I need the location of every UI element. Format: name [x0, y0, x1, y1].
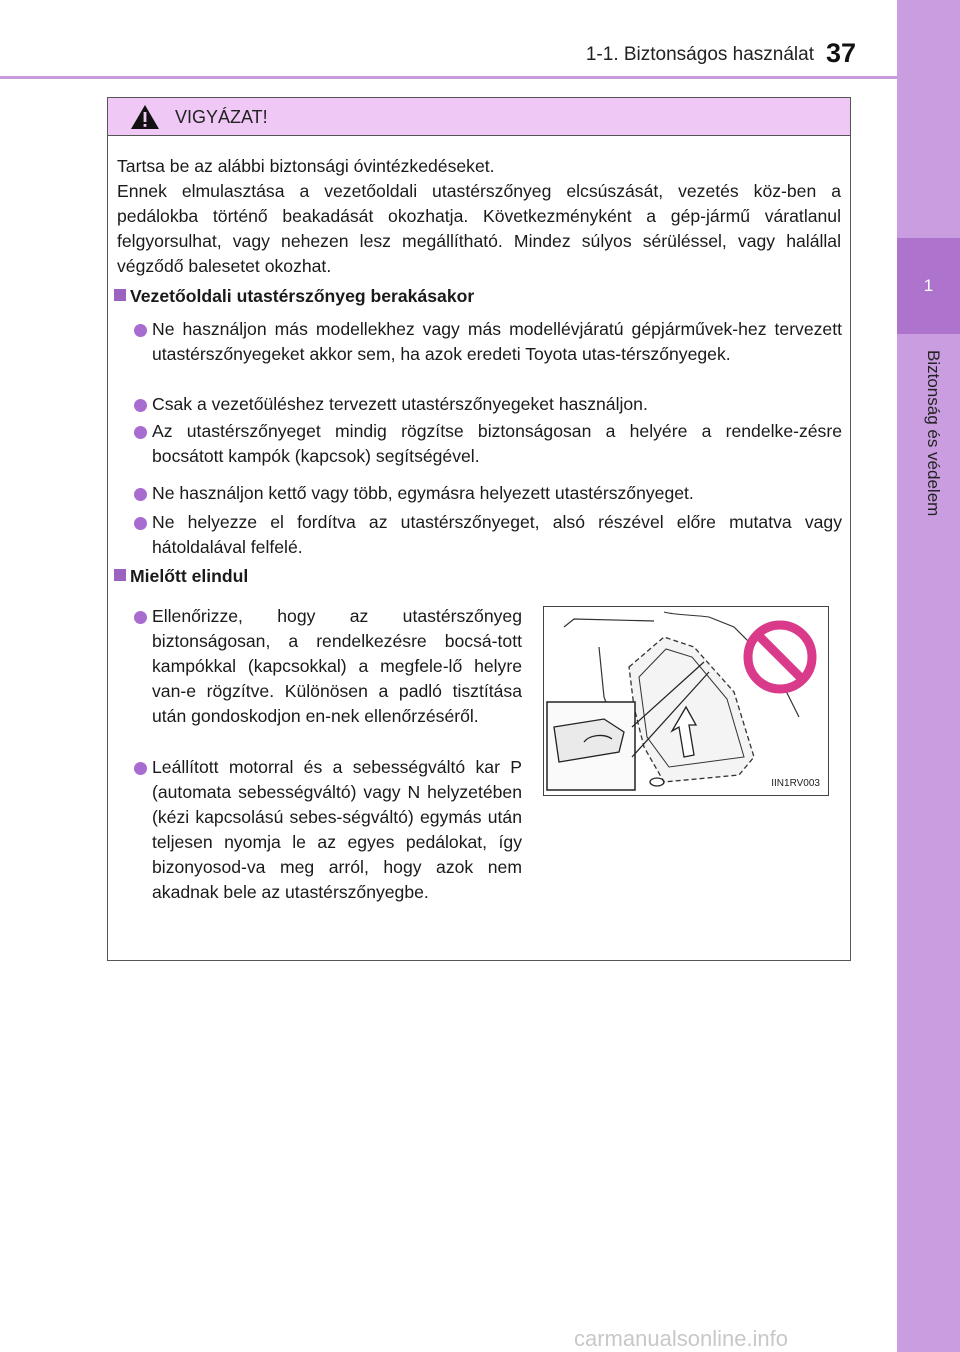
bullet-item: Csak a vezetőüléshez tervezett utastérszőnyegeket használjon. — [152, 394, 648, 414]
section-heading: Mielőtt elindul — [114, 566, 248, 587]
bullet-dot-icon — [134, 324, 147, 337]
warning-header — [108, 98, 850, 136]
bullet-dot-icon — [134, 517, 147, 530]
chapter-number: 1 — [923, 276, 934, 295]
floor-mat-illustration — [543, 606, 829, 796]
floor-mat-drawing — [544, 607, 827, 794]
warning-box — [107, 97, 851, 961]
warning-triangle-icon — [130, 104, 160, 130]
bullet-dot-icon — [134, 488, 147, 501]
square-bullet-icon — [114, 569, 126, 581]
bullet-item: Ne helyezze el fordítva az utastérszőnyeget, alsó részével előre mutatva vagy hátoldalával felfelé. — [152, 512, 842, 557]
figure-caption: IIN1RV003 — [771, 778, 820, 789]
header-rule — [0, 76, 897, 79]
bullet-item: Ne használjon kettő vagy több, egymásra helyezett utastérszőnyeget. — [152, 483, 694, 503]
bullet-dot-icon — [134, 399, 147, 412]
bullet-item: Ne használjon más modellekhez vagy más modellévjáratú gépjárművek-hez tervezett utastérszőnyegeket akkor sem, ha azok eredeti Toyota utas-térszőnyegek. — [152, 319, 842, 364]
chapter-side-tab — [897, 0, 960, 1352]
bullet-dot-icon — [134, 611, 147, 624]
bullet-item: Leállított motorral és a sebességváltó kar P (automata sebességváltó) vagy N helyzetében (kézi kapcsolású sebes-ségváltó) egymás után teljesen nyomja le az egyes pedálokat, így bizonyosod-va meg arról, hogy azok nem akadnak bele az utastérszőnyegbe. — [152, 757, 522, 902]
bullet-dot-icon — [134, 426, 147, 439]
watermark: carmanualsonline.info — [574, 1326, 789, 1351]
chapter-title: Biztonság és védelem — [924, 350, 943, 517]
bullet-dot-icon — [134, 762, 147, 775]
bullet-item: Ellenőrizze, hogy az utastérszőnyeg biztonságosan, a rendelkezésre bocsá-tott kampókkal (kapcsokkal) a megfele-lő helyre van-e rögzítve. Különösen a padló tisztítása után gondoskodjon en-nek ellenőrzéséről. — [152, 606, 522, 726]
square-bullet-icon — [114, 289, 126, 301]
bullet-item: Az utastérszőnyeget mindig rögzítse biztonságosan a helyére a rendelke-zésre bocsátott kampók (kapcsok) segítségével. — [152, 421, 842, 466]
running-header: 1-1. Biztonságos használat — [585, 44, 814, 65]
intro-body: Ennek elmulasztása a vezetőoldali utastérszőnyeg elcsúszását, vezetés köz-ben a pedálokba történő beakadását okozhatja. Következményként a gép-jármű váratlanul felgyorsulhat, vagy nehezen lesz megállítható. Mindez súlyos sérüléssel, vagy halállal végződő balesetet okozhat. — [117, 181, 841, 276]
section-heading: Vezetőoldali utastérszőnyeg berakásakor — [114, 286, 474, 307]
prohibited-icon — [748, 625, 812, 689]
warning-intro — [117, 154, 841, 279]
warning-title: VIGYÁZAT! — [175, 107, 268, 127]
intro-line: Tartsa be az alábbi biztonsági óvintézkedéseket. — [117, 156, 495, 176]
page-number: 37 — [826, 38, 857, 68]
